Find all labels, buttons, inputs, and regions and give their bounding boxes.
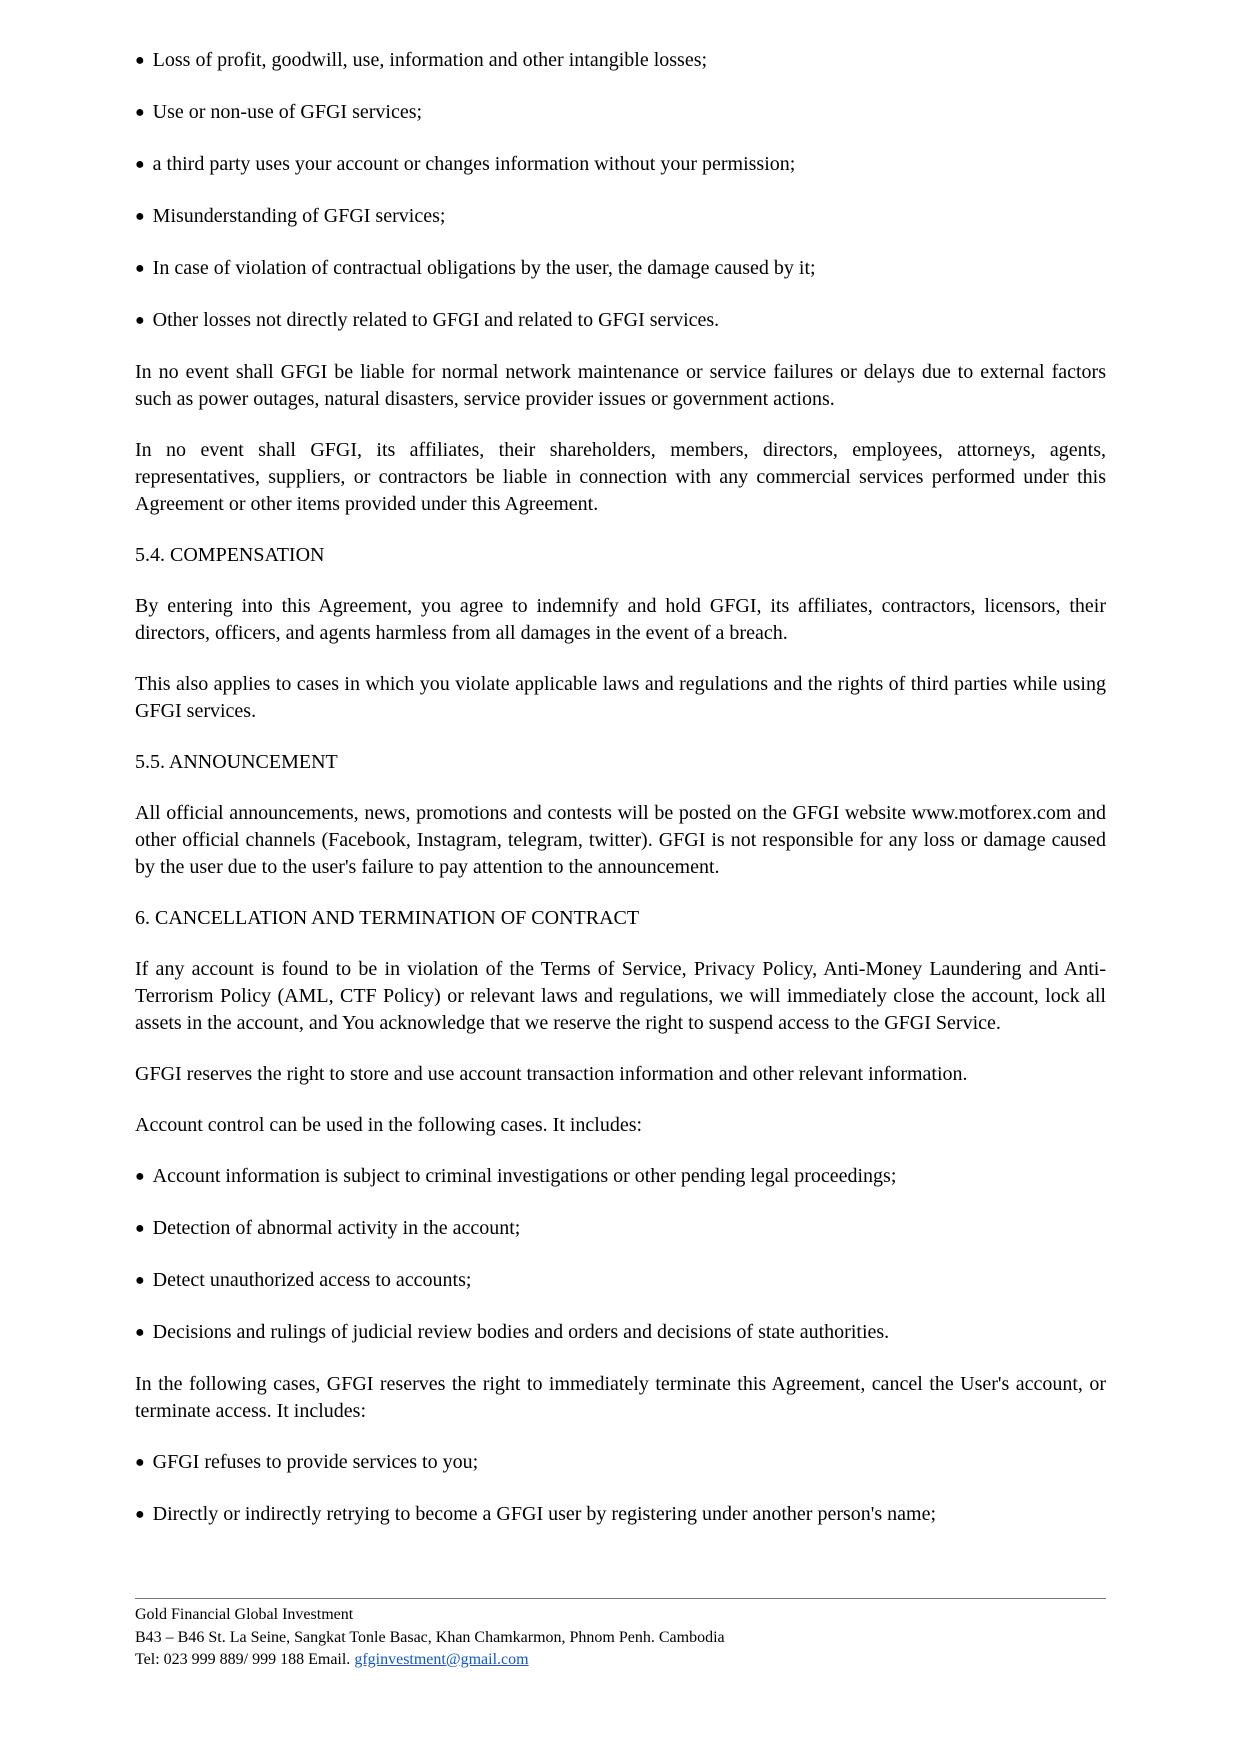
list-item-text: Decisions and rulings of judicial review bodies and orders and decisions of state authorities. — [152, 1321, 890, 1343]
bullet-icon: ● — [135, 1272, 145, 1289]
list-item-text: Other losses not directly related to GFGI and related to GFGI services. — [152, 309, 720, 331]
list-item-text: Detection of abnormal activity in the account; — [152, 1217, 521, 1239]
section-heading: 5.5. ANNOUNCEMENT — [135, 751, 338, 773]
footer-contact-text: Tel: 023 999 889/ 999 188 Email. — [135, 1651, 355, 1668]
paragraph: All official announcements, news, promotions and contests will be posted on the GFGI website www.motforex.com and other official channels (Facebook, Instagram, telegram, twitter). GFGI is not responsible for any loss or damage caused by the user due to the user's failure to pay attention to the announcement. — [135, 802, 1106, 878]
bullet-icon: ● — [135, 1220, 145, 1237]
page-footer — [135, 1598, 1106, 1672]
list-item — [135, 47, 1106, 75]
list-item-text: In case of violation of contractual obligations by the user, the damage caused by it; — [152, 257, 816, 279]
list-item — [135, 307, 1106, 335]
section-heading: 5.4. COMPENSATION — [135, 544, 325, 566]
paragraph: If any account is found to be in violation of the Terms of Service, Privacy Policy, Anti-Money Laundering and Anti-Terrorism Policy (AML, CTF Policy) or relevant laws and regulations, we will immediately close the account, lock all assets in the account, and You acknowledge that we reserve the right to suspend access to the GFGI Service. — [135, 958, 1106, 1034]
list-item — [135, 1215, 1106, 1243]
bullet-icon: ● — [135, 52, 145, 69]
list-item — [135, 1163, 1106, 1191]
bullet-icon: ● — [135, 104, 145, 121]
list-item — [135, 255, 1106, 283]
list-item — [135, 1501, 1106, 1529]
list-item — [135, 1319, 1106, 1347]
paragraph: In the following cases, GFGI reserves the right to immediately terminate this Agreement, cancel the User's account, or terminate access. It includes: — [135, 1373, 1106, 1422]
footer-address: B43 – B46 St. La Seine, Sangkat Tonle Basac, Khan Chamkarmon, Phnom Penh. Cambodia — [135, 1628, 725, 1646]
list-item — [135, 151, 1106, 179]
list-item — [135, 99, 1106, 127]
list-item-text: Account information is subject to criminal investigations or other pending legal proceedings; — [152, 1165, 897, 1187]
list-item-text: Loss of profit, goodwill, use, information and other intangible losses; — [152, 49, 708, 71]
footer-contact — [135, 1649, 1106, 1672]
bullet-icon: ● — [135, 208, 145, 225]
bullet-icon: ● — [135, 1454, 145, 1471]
paragraph: By entering into this Agreement, you agree to indemnify and hold GFGI, its affiliates, contractors, licensors, their directors, officers, and agents harmless from all damages in the event of a breach. — [135, 595, 1106, 644]
list-item-text: GFGI refuses to provide services to you; — [152, 1451, 479, 1473]
paragraph: In no event shall GFGI be liable for normal network maintenance or service failures or delays due to external factors such as power outages, natural disasters, service provider issues or government actions. — [135, 361, 1106, 410]
bullet-icon: ● — [135, 1168, 145, 1185]
section-heading: 6. CANCELLATION AND TERMINATION OF CONTRACT — [135, 907, 640, 929]
bullet-icon: ● — [135, 1506, 145, 1523]
list-item — [135, 1267, 1106, 1295]
bullet-icon: ● — [135, 312, 145, 329]
bullet-icon: ● — [135, 260, 145, 277]
paragraph: This also applies to cases in which you violate applicable laws and regulations and the rights of third parties while using GFGI services. — [135, 673, 1106, 722]
list-item — [135, 203, 1106, 231]
list-item-text: Detect unauthorized access to accounts; — [152, 1269, 472, 1291]
document-body — [135, 47, 1106, 1553]
list-item-text: a third party uses your account or changes information without your permission; — [152, 153, 796, 175]
paragraph: In no event shall GFGI, its affiliates, their shareholders, members, directors, employees, attorneys, agents, representatives, suppliers, or contractors be liable in connection with any commercial services performed under this Agreement or other items provided under this Agreement. — [135, 439, 1106, 515]
list-item — [135, 1449, 1106, 1477]
list-item-text: Use or non-use of GFGI services; — [152, 101, 423, 123]
list-item-text: Misunderstanding of GFGI services; — [152, 205, 446, 227]
paragraph: Account control can be used in the following cases. It includes: — [135, 1114, 643, 1136]
paragraph: GFGI reserves the right to store and use account transaction information and other relevant information. — [135, 1063, 968, 1085]
list-item-text: Directly or indirectly retrying to become a GFGI user by registering under another person's name; — [152, 1503, 937, 1525]
footer-email-link[interactable]: gfginvestment@gmail.com — [354, 1651, 529, 1668]
bullet-icon: ● — [135, 1324, 145, 1341]
footer-company: Gold Financial Global Investment — [135, 1606, 354, 1623]
bullet-icon: ● — [135, 156, 145, 173]
